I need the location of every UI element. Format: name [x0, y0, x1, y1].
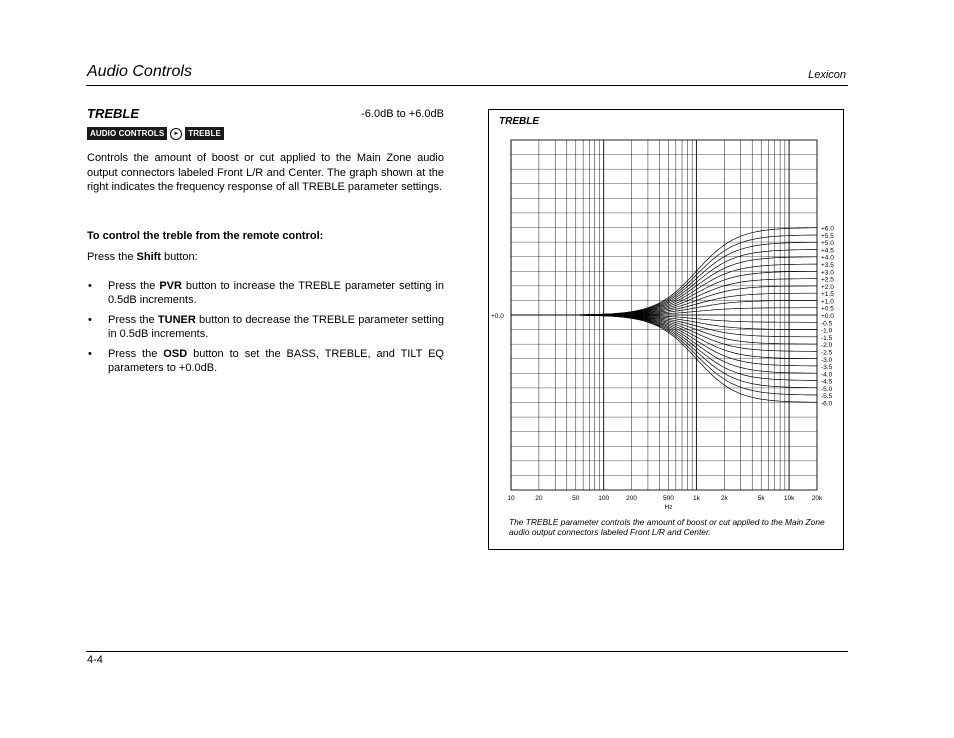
treble-curve — [511, 315, 817, 351]
section-description: Controls the amount of boost or cut applied to the Main Zone audio output connectors labeled Front L/R and Center. The graph shown at the right indicates the frequency response of all TREBLE parameter settings. — [87, 152, 444, 193]
x-tick-label: 2k — [720, 495, 728, 502]
curve-label: -3.5 — [821, 364, 833, 372]
bullet-icon: • — [88, 314, 92, 326]
osd-key: OSD — [163, 348, 188, 360]
x-tick-label: 100 — [598, 495, 610, 502]
curve-label: +2.0 — [821, 283, 834, 291]
x-tick-label: 10k — [783, 495, 795, 502]
curve-label: -6.0 — [821, 400, 833, 408]
x-axis-label: Hz — [664, 504, 673, 510]
tuner-key: TUNER — [157, 314, 196, 326]
curve-label: -4.0 — [821, 371, 833, 379]
bullet-icon: • — [88, 280, 92, 292]
curve-label: -4.5 — [821, 378, 833, 386]
x-tick-label: 1k — [692, 495, 700, 502]
press-shift-line — [87, 250, 444, 265]
curve-label: -3.0 — [821, 356, 833, 364]
press-suffix: button: — [160, 251, 198, 263]
treble-figure — [488, 109, 844, 550]
curve-label: +3.0 — [821, 269, 834, 277]
curve-label: +5.5 — [821, 232, 834, 240]
left-zero-label: +0.0 — [491, 313, 504, 320]
curve-label: +0.0 — [821, 313, 834, 320]
x-tick-label: 20 — [535, 495, 543, 502]
x-tick-label: 200 — [626, 495, 638, 502]
remote-instructions — [87, 279, 444, 381]
curve-label: -1.5 — [821, 334, 833, 342]
menu-path-audio-controls: AUDIO CONTROLS — [87, 127, 167, 140]
curve-label: +0.5 — [821, 305, 834, 313]
arrow-right-circle-icon: ► — [170, 128, 182, 140]
curve-label: -5.0 — [821, 385, 833, 393]
press-prefix: Press the — [87, 251, 137, 263]
menu-path — [87, 127, 224, 140]
x-tick-label: 500 — [663, 495, 674, 502]
curve-label: +2.5 — [821, 276, 834, 284]
curve-label: -2.0 — [821, 342, 833, 350]
footer-rule — [86, 651, 848, 652]
page-number: 4-4 — [87, 654, 103, 666]
treble-curve — [511, 279, 817, 315]
figure-title: TREBLE — [499, 116, 539, 127]
header-title: Audio Controls — [87, 63, 192, 80]
curve-label: +5.0 — [821, 240, 834, 248]
figure-caption: The TREBLE parameter controls the amount of boost or cut applied to the Main Zone audio output connectors labeled Front L/R and Center. — [509, 517, 825, 537]
curve-label: +4.5 — [821, 247, 834, 255]
x-tick-label: 50 — [572, 495, 580, 502]
menu-path-treble: TREBLE — [185, 127, 224, 140]
x-tick-label: 5k — [757, 495, 765, 502]
header-brand: Lexicon — [808, 69, 846, 81]
bullet-icon: • — [88, 348, 92, 360]
treble-curve — [511, 315, 817, 359]
x-tick-label: 10 — [507, 495, 515, 502]
curve-label: +1.5 — [821, 291, 834, 299]
shift-key: Shift — [136, 251, 161, 263]
curve-label: +6.0 — [821, 225, 834, 233]
list-item: • Press the PVR button to increase the TREBLE parameter setting in 0.5dB increments. — [88, 280, 444, 306]
pvr-key: PVR — [159, 280, 182, 292]
treble-response-chart — [489, 110, 843, 510]
list-item: • Press the OSD button to set the BASS, TREBLE, and TILT EQ parameters to +0.0dB. — [88, 348, 444, 374]
treble-curve — [511, 271, 817, 315]
remote-heading: To control the treble from the remote control: — [87, 230, 324, 242]
curve-label: +3.5 — [821, 261, 834, 269]
header-rule — [86, 85, 848, 86]
curve-label: +1.0 — [821, 298, 834, 306]
curve-label: -2.5 — [821, 349, 833, 357]
x-tick-label: 20k — [811, 495, 823, 502]
section-range: -6.0dB to +6.0dB — [361, 108, 444, 120]
list-item: • Press the TUNER button to decrease the TREBLE parameter setting in 0.5dB increments. — [88, 314, 444, 340]
curve-label: -1.0 — [821, 327, 833, 335]
curve-label: -0.5 — [821, 320, 833, 328]
curve-label: -5.5 — [821, 393, 833, 401]
section-title: TREBLE — [87, 106, 139, 121]
curve-label: +4.0 — [821, 254, 834, 262]
